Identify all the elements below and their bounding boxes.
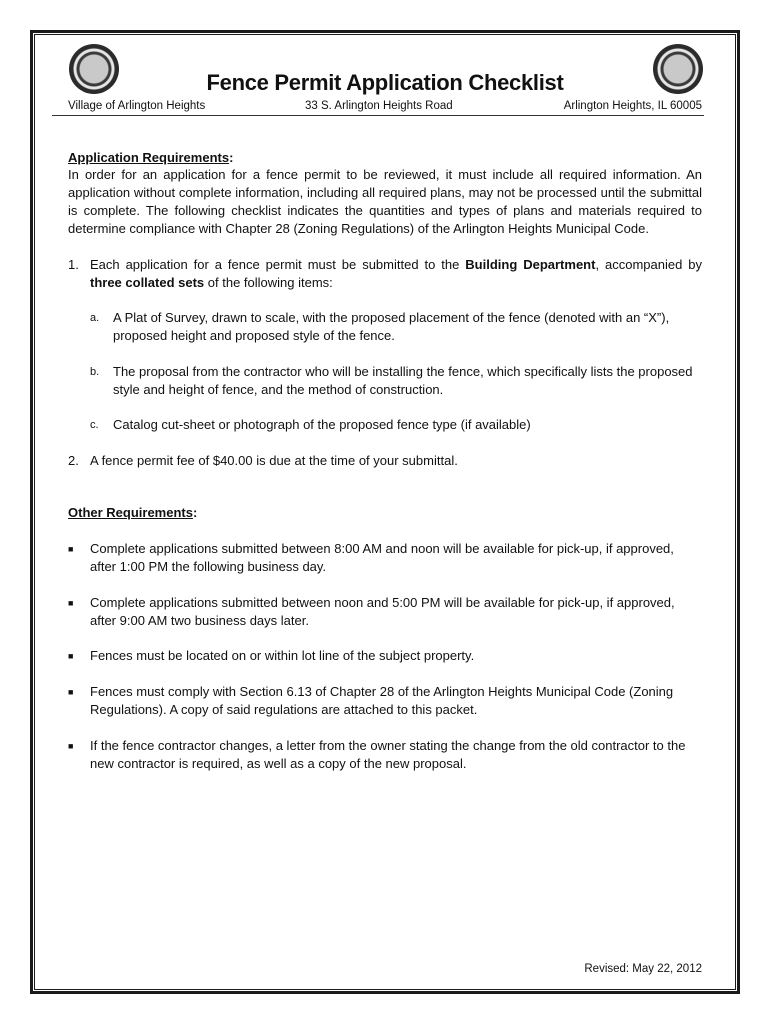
subitem-letter: b.: [90, 366, 100, 378]
item-2-text: A fence permit fee of $40.00 is due at the time of your submittal.: [90, 453, 458, 468]
requirement-text: Fences must be located on or within lot line of the subject property.: [90, 648, 475, 663]
revised-date: Revised: May 22, 2012: [584, 963, 702, 975]
subitem-b-text: The proposal from the contractor who will be installing the fence, which specifically lists the proposed style and height of fence, and the method of construction.: [113, 364, 693, 397]
application-requirements-heading: Application Requirements:: [68, 150, 234, 165]
requirement-text: Complete applications submitted between 8:00 AM and noon will be available for pick-up, if approved, after 1:00 PM the following business day.: [90, 541, 674, 574]
subitem-c-text: Catalog cut-sheet or photograph of the proposed fence type (if available): [113, 417, 531, 432]
subitem-a-text: A Plat of Survey, drawn to scale, with the proposed placement of the fence (denoted with an “X”), proposed height and proposed style of the fence.: [113, 310, 670, 343]
header-rule: [52, 115, 704, 116]
item-number: 2.: [68, 453, 79, 468]
bullet-icon: ■: [68, 687, 74, 697]
subitem-letter: c.: [90, 419, 99, 431]
village-name: Village of Arlington Heights: [68, 100, 206, 112]
requirement-text: Fences must comply with Section 6.13 of Chapter 28 of the Arlington Heights Municipal Code (Zoning Regulations). A copy of said regulations are attached to this packet.: [90, 684, 674, 717]
document-title: Fence Permit Application Checklist: [206, 70, 564, 95]
street-address: 33 S. Arlington Heights Road: [305, 100, 453, 112]
requirement-text: If the fence contractor changes, a letter from the owner stating the change from the old contractor to the new contractor is required, as well as a copy of the new proposal.: [90, 738, 686, 771]
subitem-letter: a.: [90, 312, 100, 324]
bullet-icon: ■: [68, 651, 74, 661]
city-state-zip: Arlington Heights, IL 60005: [563, 100, 702, 112]
address-line: [68, 100, 702, 114]
item-1-text: Each application for a fence permit must be submitted to the Building Department, accompanied by three collated sets of the following items:: [90, 257, 702, 290]
bullet-icon: ■: [68, 544, 74, 554]
application-intro: In order for an application for a fence permit to be reviewed, it must include all required information. An application without complete information, including all required plans, may not be processed until the submittal is complete. The following checklist indicates the quantities and types of plans and materials required to determine compliance with Chapter 28 (Zoning Regulations) of the Arlington Heights Municipal Code.: [68, 167, 702, 236]
bullet-icon: ■: [68, 741, 74, 751]
item-number: 1.: [68, 257, 79, 272]
requirement-text: Complete applications submitted between noon and 5:00 PM will be available for pick-up, if approved, after 9:00 AM two business days later.: [90, 595, 675, 628]
bullet-icon: ■: [68, 598, 74, 608]
other-requirements-heading: Other Requirements:: [68, 505, 198, 520]
